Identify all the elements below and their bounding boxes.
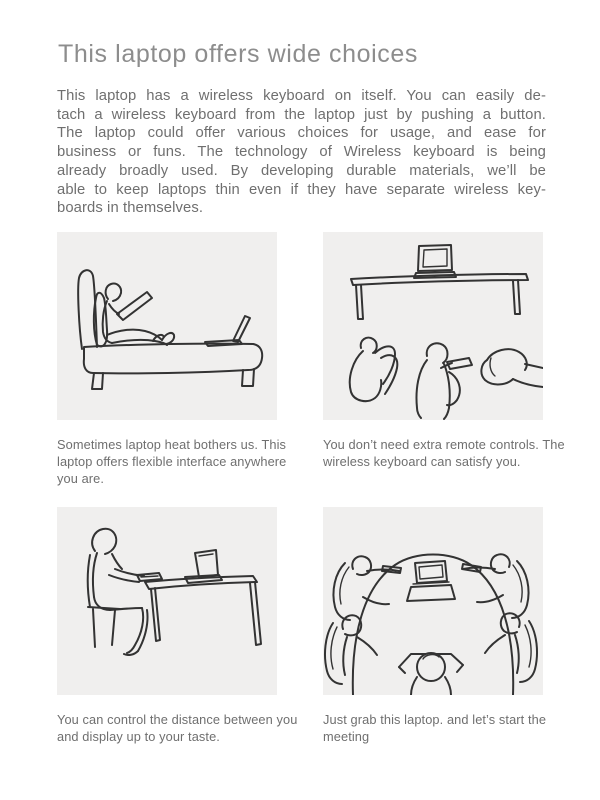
intro-line: boards in themselves. (57, 200, 204, 217)
figure-card (57, 232, 301, 487)
floor-viewing-sketch (323, 232, 543, 420)
intro-line: able to keep laptops thin even if they have separate wireless key- (57, 181, 546, 198)
figure-card (323, 507, 579, 745)
figure-caption: You don’t need extra remote controls. The wireless keyboard can satisfy you. (323, 437, 565, 469)
intro-paragraph (57, 87, 546, 218)
floor-viewing-illustration (323, 232, 543, 420)
figure-card (323, 232, 579, 470)
intro-line: tach a wireless keyboard from the laptop just by pushing a button. (57, 106, 546, 123)
figure-card (57, 507, 301, 745)
daybed-reading-sketch (57, 232, 277, 420)
daybed-reading-illustration (57, 232, 277, 420)
desk-distance-sketch (57, 507, 277, 695)
page-title: This laptop offers wide choices (58, 40, 418, 68)
figure-caption: Sometimes laptop heat bothers us. This laptop offers flexible interface anywhere you are. (57, 437, 287, 486)
desk-distance-illustration (57, 507, 277, 695)
intro-line: business or funs. The technology of Wireless keyboard is being (57, 144, 546, 161)
meeting-table-sketch (323, 507, 543, 695)
figure-caption: You can control the distance between you and display up to your taste. (57, 712, 298, 744)
intro-line: already broadly used. By developing durable materials, we’ll be (57, 162, 546, 179)
intro-line: The laptop could offer various choices for usage, and ease for (57, 125, 546, 142)
meeting-table-illustration (323, 507, 543, 695)
intro-line: This laptop has a wireless keyboard on itself. You can easily de- (57, 88, 546, 104)
figure-caption: Just grab this laptop. and let’s start the meeting (323, 712, 547, 744)
